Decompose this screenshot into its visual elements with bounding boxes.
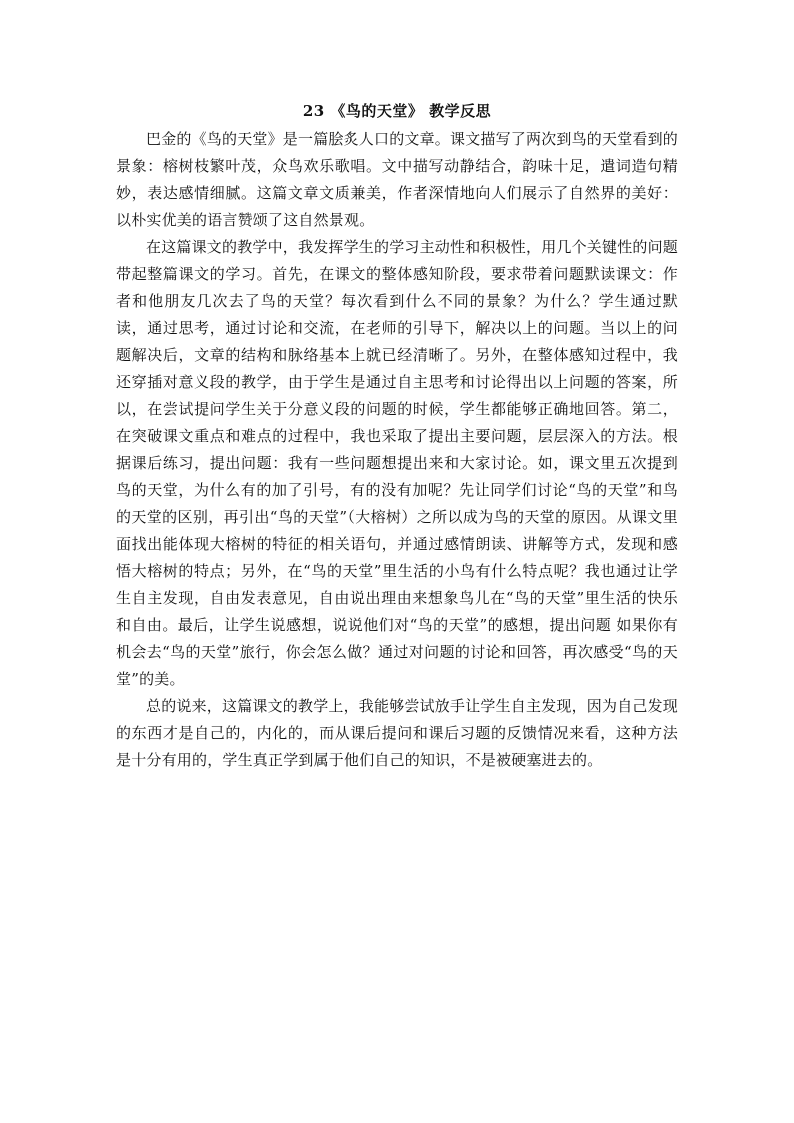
paragraph-teaching-process: 在这篇课文的教学中，我发挥学生的学习主动性和积极性，用几个关键性的问题带起整篇课文的学习。首先，在课文的整体感知阶段，要求带着问题默读课文：作者和他朋友几次去了鸟的天堂？每次看到什么不同的景象？为什么？学生通过默读，通过思考，通过讨论和交流，在老师的引导下，解决以上的问题。当以上的问题解决后，文章的结构和脉络基本上就已经清晰了。另外，在整体感知过程中，我还穿插对意义段的教学，由于学生是通过自主思考和讨论得出以上问题的答案，所以，在尝试提问学生关于分意义段的问题的时候，学生都能够正确地回答。第二，在突破课文重点和难点的过程中，我也采取了提出主要问题，层层深入的方法。根据课后练习，提出问题：我有一些问题想提出来和大家讨论。如，课文里五次提到鸟的天堂，为什么有的加了引号，有的没有加呢？先让同学们讨论“鸟的天堂”和鸟的天堂的区别，再引出“鸟的天堂”（大榕树）之所以成为鸟的天堂的原因。从课文里面找出能体现大榕树的特征的相关语句，并通过感情朗读、讲解等方式，发现和感悟大榕树的特点；另外，在“鸟的天堂”里生活的小鸟有什么特点呢？我也通过让学生自主发现，自由发表意见，自由说出理由来想象鸟儿在“鸟的天堂”里生活的快乐和自由。最后，让学生说感想，说说他们对“鸟的天堂”的感想，提出问题 如果你有机会去“鸟的天堂”旅行，你会怎么做？通过对问题的讨论和回答，再次感受“鸟的天堂”的美。	[116, 238, 679, 688]
document-title: 23 《鸟的天堂》 教学反思	[302, 102, 492, 120]
document-body	[116, 126, 678, 774]
paragraph-intro: 巴金的《鸟的天堂》是一篇脍炙人口的文章。课文描写了两次到鸟的天堂看到的景象：榕树枝繁叶茂，众鸟欢乐歌唱。文中描写动静结合，韵味十足，遣词造句精妙，表达感情细腻。这篇文章文质兼美，作者深情地向人们展示了自然界的美好：以朴实优美的语言赞颂了这自然景观。	[116, 130, 679, 229]
paragraph-summary: 总的说来，这篇课文的教学上，我能够尝试放手让学生自主发现，因为自己发现的东西才是自己的，内化的，而从课后提问和课后习题的反馈情况来看，这种方法是十分有用的，学生真正学到属于他们自己的知识，不是被硬塞进去的。	[116, 697, 679, 769]
